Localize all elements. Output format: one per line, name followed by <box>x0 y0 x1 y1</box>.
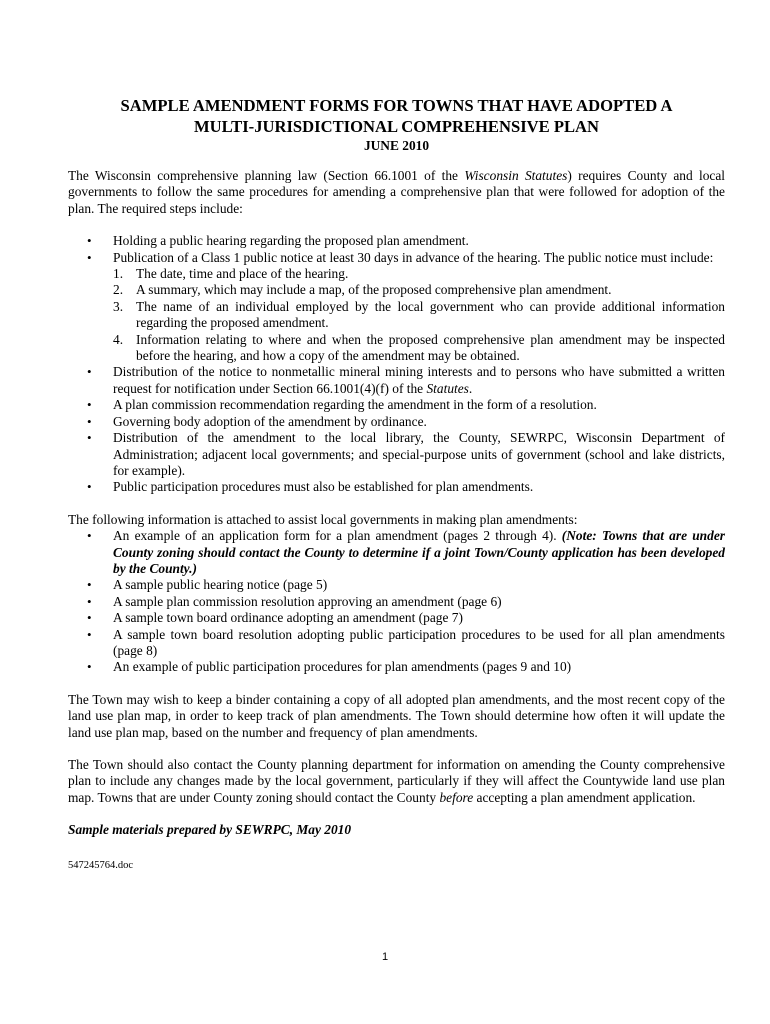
list-item: • An example of public participation procedures for plan amendments (pages 9 and 10) <box>87 659 572 675</box>
bullet-icon: • <box>87 397 92 413</box>
list-item: • A sample town board ordinance adopting an amendment (page 7) <box>87 610 463 626</box>
bullet-icon: • <box>87 610 92 626</box>
list-item: • Governing body adoption of the amendment by ordinance. <box>87 413 427 429</box>
title-line-2: MULTI-JURISDICTIONAL COMPREHENSIVE PLAN <box>193 116 600 136</box>
binder-paragraph: The Town may wish to keep a binder containing a copy of all adopted plan amendments, and the most recent copy of the land use plan map, in order to keep track of plan amendments. The Town should determine how often it will update the land use plan map, based on the number and frequency of plan amendments. <box>68 691 725 740</box>
notice-requirements-list <box>113 266 725 364</box>
prepared-by-line: Sample materials prepared by SEWRPC, May 2010 <box>68 822 352 838</box>
list-item: • A plan commission recommendation regarding the amendment in the form of a resolution. <box>87 397 597 413</box>
bullet-icon: • <box>87 249 92 265</box>
bullet-icon: • <box>87 364 92 380</box>
bullet-icon: • <box>87 430 92 446</box>
list-item: • An example of an application form for a plan amendment (pages 2 through 4). (Note: Towns that are under County zoning should contact the County to determine if a joint Town/County application has been developed by the County.) <box>87 528 725 576</box>
document-filename: 547245764.doc <box>68 859 134 871</box>
list-item: 1. The date, time and place of the hearing. <box>113 266 349 282</box>
attached-materials-list <box>68 528 725 676</box>
list-item: • Public participation procedures must also be established for plan amendments. <box>87 479 534 495</box>
bullet-icon: • <box>87 413 92 429</box>
list-item: 2. A summary, which may include a map, of the proposed comprehensive plan amendment. <box>113 282 612 298</box>
list-item: • A sample plan commission resolution approving an amendment (page 6) <box>87 593 502 609</box>
list-item: • Distribution of the amendment to the local library, the County, SEWRPC, Wisconsin Department of Administration; adjacent local governments; and special-purpose units of government (school and lake districts, for example). <box>87 430 725 478</box>
bullet-icon: • <box>87 528 92 544</box>
list-item: • Publication of a Class 1 public notice at least 30 days in advance of the hearing. The public notice must include: 1. The date, time and place of the hearing. 2. A summary, which may include a map, of the proposed comprehensive plan amendment. 3. The name of an individual employed by the local government who can provide additional information regarding the proposed amendment. 4. Information relating to where and when the proposed comprehensive plan amendment may be inspected before the hearing, and how a copy of the amendment may be obtained. <box>87 249 725 364</box>
list-item: • Distribution of the notice to nonmetallic mineral mining interests and to persons who have submitted a written request for notification under Section 66.1001(4)(f) of the Statutes. <box>87 364 725 396</box>
bullet-icon: • <box>87 593 92 609</box>
page-number: 1 <box>381 951 389 963</box>
county-contact-paragraph: The Town should also contact the County planning department for information on amending the County comprehensive plan to include any changes made by the local government, particularly if they will affect the Countywide land use plan map. Towns that are under County zoning should contact the County before accepting a plan amendment application. <box>68 757 725 805</box>
intro-paragraph: The Wisconsin comprehensive planning law (Section 66.1001 of the Wisconsin Statutes) requires County and local governments to follow the same procedures for amending a comprehensive plan that were followed for adoption of the plan. The required steps include: <box>68 168 725 216</box>
list-item: 4. Information relating to where and when the proposed comprehensive plan amendment may be inspected before the hearing, and how a copy of the amendment may be obtained. <box>113 331 725 364</box>
list-item: 3. The name of an individual employed by the local government who can provide additional information regarding the proposed amendment. <box>113 298 725 331</box>
bullet-icon: • <box>87 626 92 642</box>
county-zoning-note: (Note: Towns that are under County zoning should contact the County to determine if a joint Town/County application has been developed by the County.) <box>113 528 725 576</box>
bullet-icon: • <box>87 577 92 593</box>
list-item: • A sample town board resolution adopting public participation procedures to be used for all plan amendments (page 8) <box>87 626 725 658</box>
bullet-icon: • <box>87 659 92 675</box>
bullet-icon: • <box>87 479 92 495</box>
list-item: • Holding a public hearing regarding the proposed plan amendment. <box>87 233 469 249</box>
list-item: • A sample public hearing notice (page 5) <box>87 577 328 593</box>
document-body <box>68 96 725 874</box>
required-steps-list <box>68 233 725 496</box>
title-line-1: SAMPLE AMENDMENT FORMS FOR TOWNS THAT HAVE ADOPTED A <box>120 96 673 115</box>
document-date: JUNE 2010 <box>363 138 430 153</box>
bullet-icon: • <box>87 233 92 249</box>
attached-lead: The following information is attached to assist local governments in making plan amendments: <box>68 511 578 527</box>
